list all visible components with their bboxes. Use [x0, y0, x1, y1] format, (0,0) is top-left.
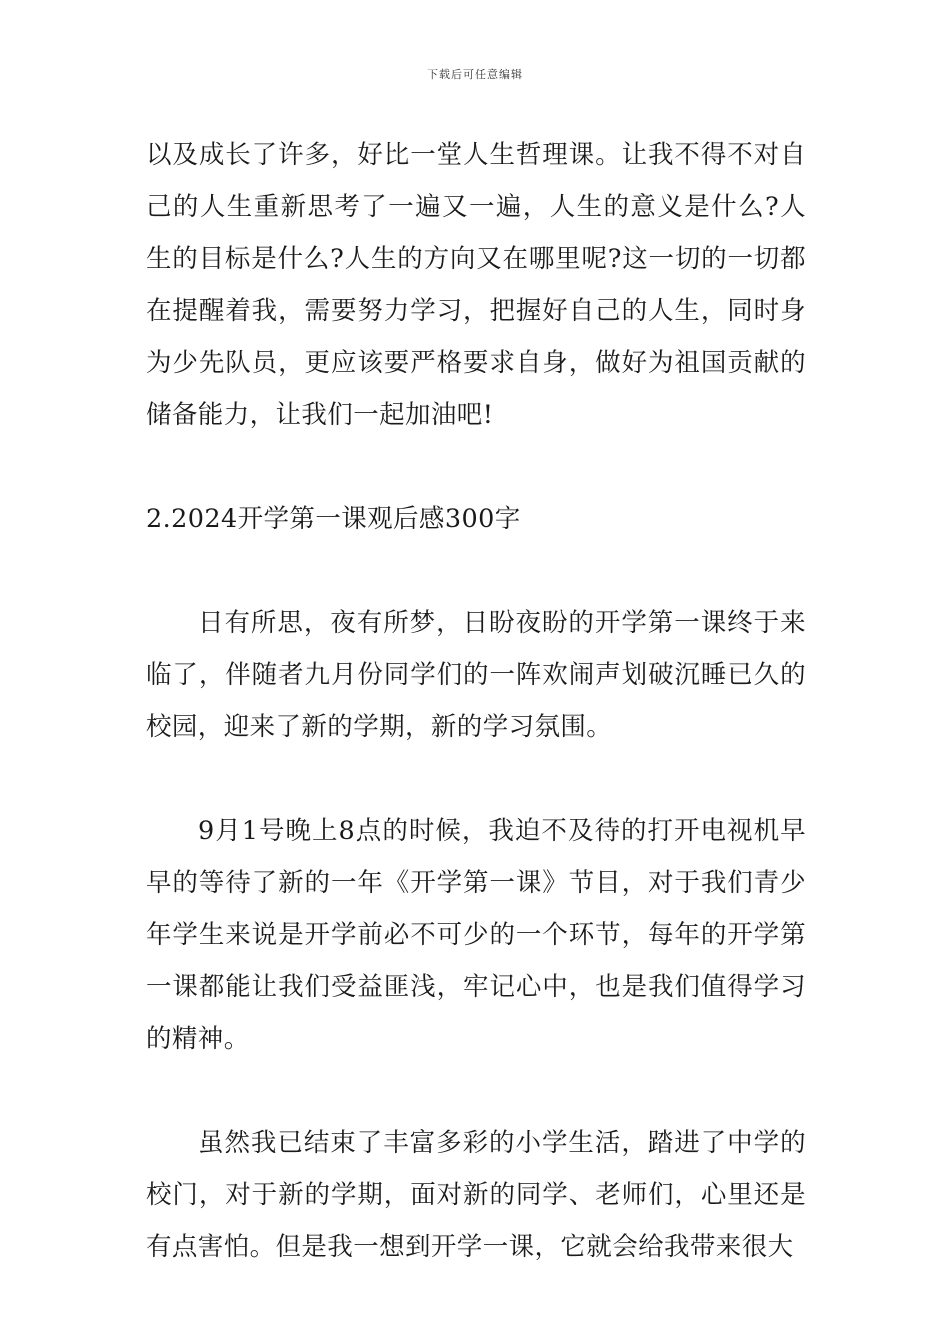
paragraph-gap: [146, 1065, 806, 1117]
paragraph-1: 以及成长了许多，好比一堂人生哲理课。让我不得不对自己的人生重新思考了一遍又一遍，人生的意义是什么?人生的目标是什么?人生的方向又在哪里呢?这一切的一切都在提醒着我，需要努力学习，把握好自己的人生，同时身为少先队员，更应该要严格要求自身，做好为祖国贡献的储备能力，让我们一起加油吧!: [146, 140, 806, 430]
paragraph-2: 日有所思，夜有所梦，日盼夜盼的开学第一课终于来临了，伴随者九月份同学们的一阵欢闹声划破沉睡已久的校园，迎来了新的学期，新的学习氛围。: [146, 608, 806, 742]
paragraph-gap: [146, 753, 806, 805]
document-body: [146, 129, 806, 1273]
paragraph-4: 虽然我已结束了丰富多彩的小学生活，踏进了中学的校门，对于新的学期，面对新的同学、老师们，心里还是有点害怕。但是我一想到开学一课，它就会给我带来很大: [146, 1128, 806, 1262]
header-note: 下载后可任意编辑: [427, 68, 523, 81]
paragraph-gap: [146, 545, 806, 597]
paragraph-3: 9月1号晚上8点的时候，我迫不及待的打开电视机早早的等待了新的一年《开学第一课》节目，对于我们青少年学生来说是开学前必不可少的一个环节，每年的开学第一课都能让我们受益匪浅，牢记心中，也是我们值得学习的精神。: [146, 816, 806, 1054]
paragraph-gap: [146, 441, 806, 493]
section-heading: 2.2024开学第一课观后感300字: [146, 504, 521, 534]
